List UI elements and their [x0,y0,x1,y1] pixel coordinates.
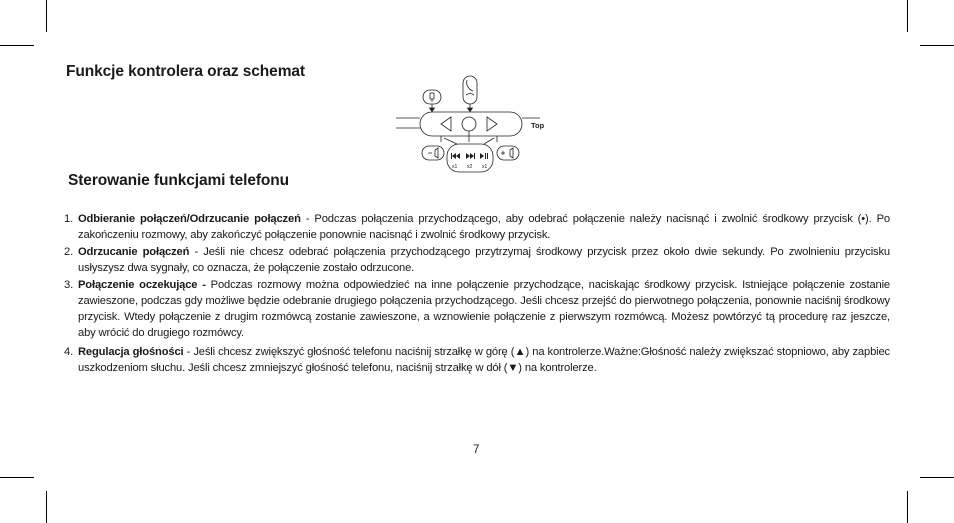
crop-mark [920,477,954,478]
crop-mark [0,45,34,46]
item-text: Podczas rozmowy można odpowiedzieć na inne połączenie przychodzące, naciskając środkowy przycisk. Istniejące połączenie zostanie zawieszone, podczas gdy możliwe będzie odebranie drugiego połączenia przychodzącego. Jeśli chcesz przejść do pierwotnego połączenia, ponownie naciśnij środkowy przycisk. Wtedy połączenie z drugim rozmówcą zostanie zawieszone, a wznowienie połączenie z pierwszym rozmówcą. Możesz powtórzyć tą procedurę raz jeszcze, aby wrócić do drugiego rozmówcy. [78,279,890,339]
item-title: Regulacja głośności [78,346,184,358]
volume-up-triangle-icon[interactable] [487,117,497,131]
list-item [64,244,890,276]
instruction-list [64,211,890,377]
item-number: 1. [64,213,74,225]
section-heading-phone: Sterowanie funkcjami telefonu [68,172,290,189]
phone-icon [463,76,477,104]
top-label: Top [531,121,545,130]
item-number: 4. [64,346,74,358]
previous-track-icon [452,153,460,159]
list-item [64,344,890,376]
next-press-count: x2 [467,164,473,170]
volume-down-icon [422,146,444,160]
item-text: - Jeśli chcesz zwiększyć głośność telefonu naciśnij strzałkę w górę (▲) na kontrolerze.Ważne:Głośność należy zwiększać stopniowo, aby zapbiec uszkodzeniom słuchu. Jeśli chcesz zmniejszyć głośność telefonu, naciśnij strzałkę w dół (▼) na kontrolerze. [78,346,890,374]
crop-mark [920,45,954,46]
crop-mark [0,477,34,478]
play-press-count: x1 [482,164,488,170]
crop-mark [907,491,908,523]
volume-up-icon [497,146,519,160]
list-item [64,211,890,243]
next-track-icon [466,153,474,159]
item-title: Połączenie oczekujące - [78,279,206,291]
item-title: Odrzucanie połączeń [78,246,190,258]
item-number: 3. [64,279,74,291]
crop-mark [46,0,47,32]
item-number: 2. [64,246,74,258]
item-title: Odbieranie połączeń/Odrzucanie połączeń [78,213,301,225]
crop-mark [907,0,908,32]
center-button[interactable] [462,117,476,131]
crop-mark [46,491,47,523]
page-number: 7 [473,444,480,456]
play-pause-icon [480,153,484,159]
section-heading-controller: Funkcje kontrolera oraz schemat [66,63,305,80]
prev-press-count: x1 [452,164,458,170]
controller-diagram [394,74,550,174]
item-text: - Podczas połączenia przychodzącego, aby odebrać połączenie należy nacisnąć i zwolnić środkowy przycisk (•). Po zakończeniu rozmowy, aby zakończyć połączenie ponownie nacisnąć i zwolnić środkowy przycisk. [78,213,890,241]
list-item [64,277,890,341]
item-text: - Jeśli nie chcesz odebrać połączenia przychodzącego przytrzymaj środkowy przycisk przez około dwie sekundy. Po zwolnieniu przycisku usłyszysz dwa sygnały, co oznacza, że połączenie zostało odrzucone. [78,246,890,274]
volume-down-triangle-icon[interactable] [441,117,451,131]
